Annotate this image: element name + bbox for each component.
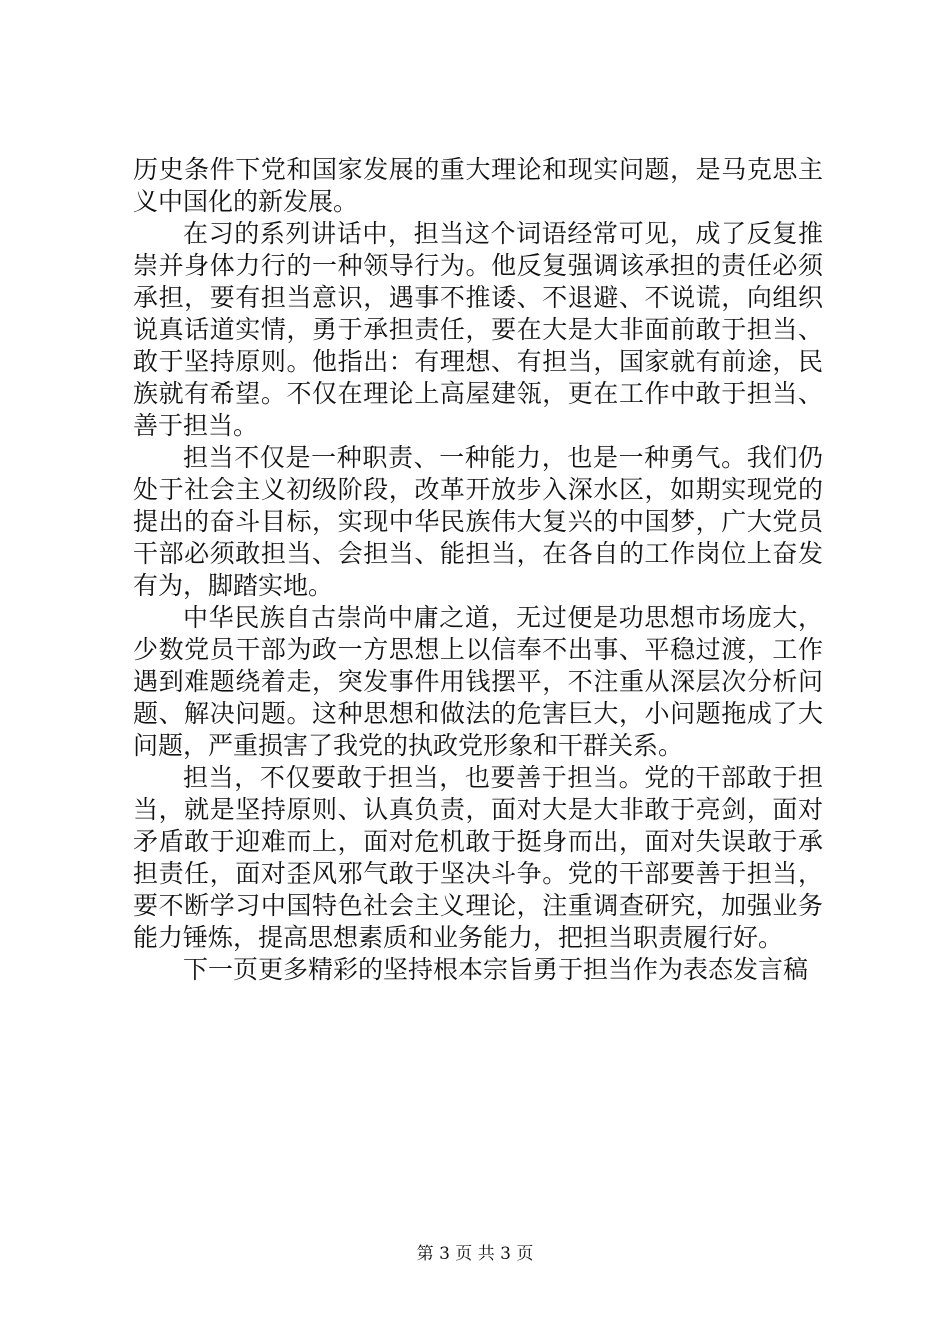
paragraph-5-line-6: 能力锤炼，提高思想素质和业务能力，把担当职责履行好。 — [133, 923, 784, 952]
paragraph-5-line-2: 当，就是坚持原则、认真负责，面对大是大非敢于亮剑，面对 — [133, 795, 823, 824]
paragraph-2-line-7: 善于担当。 — [133, 411, 259, 440]
page-footer: 第 3 页 共 3 页 — [416, 1244, 534, 1264]
paragraph-3-line-3: 提出的奋斗目标，实现中华民族伟大复兴的中国梦，广大党员 — [133, 507, 823, 536]
paragraph-4-line-4: 题、解决问题。这种思想和做法的危害巨大，小问题拖成了大 — [133, 699, 823, 728]
paragraph-4-line-3: 遇到难题绕着走，突发事件用钱摆平，不注重从深层次分析问 — [133, 667, 823, 696]
paragraph-5-line-4: 担责任，面对歪风邪气敢于坚决斗争。党的干部要善于担当， — [133, 859, 823, 888]
paragraph-5-line-5: 要不断学习中国特色社会主义理论，注重调查研究，加强业务 — [133, 891, 823, 920]
paragraph-3-line-2: 处于社会主义初级阶段，改革开放步入深水区，如期实现党的 — [133, 475, 823, 504]
paragraph-5-line-3: 矛盾敢于迎难而上，面对危机敢于挺身而出，面对失误敢于承 — [133, 827, 823, 856]
paragraph-4-line-2: 少数党员干部为政一方思想上以信奉不出事、平稳过渡，工作 — [133, 635, 823, 664]
paragraph-2-line-6: 族就有希望。不仅在理论上高屋建瓴，更在工作中敢于担当、 — [133, 379, 823, 408]
paragraph-6-line-1: 下一页更多精彩的坚持根本宗旨勇于担当作为表态发言稿 — [183, 955, 809, 984]
paragraph-3-line-4: 干部必须敢担当、会担当、能担当，在各自的工作岗位上奋发 — [133, 539, 823, 568]
paragraph-2-line-5: 敢于坚持原则。他指出：有理想、有担当，国家就有前途，民 — [133, 347, 823, 376]
paragraph-3-line-5: 有为，脚踏实地。 — [133, 571, 334, 600]
paragraph-1-line-1: 历史条件下党和国家发展的重大理论和现实问题，是马克思主 — [133, 155, 823, 184]
paragraph-2-line-2: 崇并身体力行的一种领导行为。他反复强调该承担的责任必须 — [133, 251, 823, 280]
paragraph-4-line-5: 问题，严重损害了我党的执政党形象和干群关系。 — [133, 731, 684, 760]
paragraph-5-line-1: 担当，不仅要敢于担当，也要善于担当。党的干部敢于担 — [183, 763, 823, 792]
paragraph-2-line-1: 在习的系列讲话中，担当这个词语经常可见，成了反复推 — [183, 219, 823, 248]
paragraph-2-line-3: 承担，要有担当意识，遇事不推诿、不退避、不说谎，向组织 — [133, 283, 823, 312]
paragraph-3-line-1: 担当不仅是一种职责、一种能力，也是一种勇气。我们仍 — [183, 443, 823, 472]
document-body — [133, 154, 823, 986]
paragraph-1-line-2: 义中国化的新发展。 — [133, 187, 359, 216]
paragraph-2-line-4: 说真话道实情，勇于承担责任，要在大是大非面前敢于担当、 — [133, 315, 823, 344]
paragraph-4-line-1: 中华民族自古崇尚中庸之道，无过便是功思想市场庞大， — [183, 603, 823, 632]
